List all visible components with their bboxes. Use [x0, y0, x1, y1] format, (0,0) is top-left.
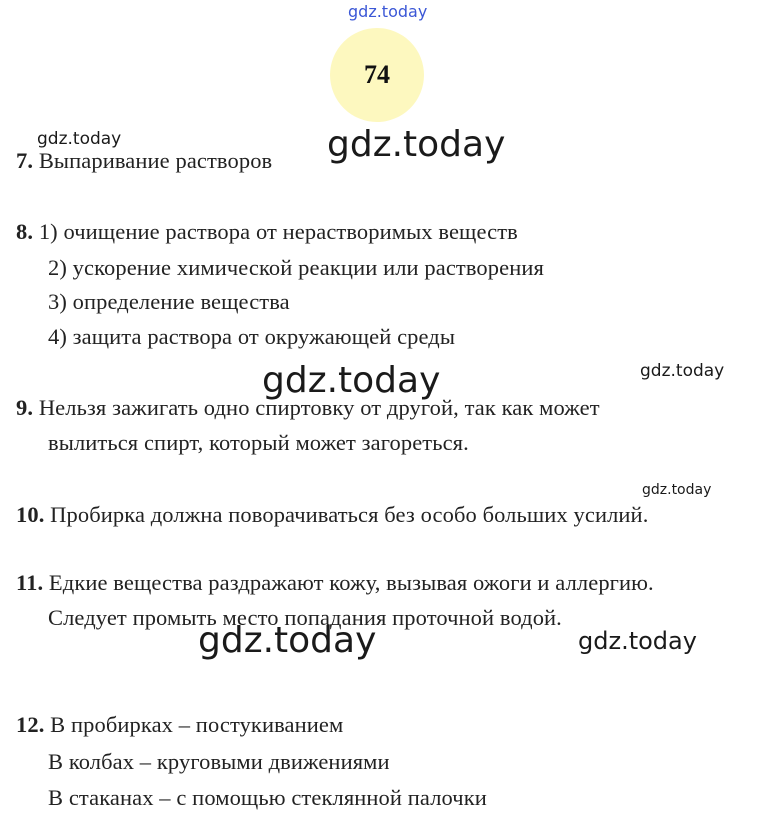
answer-11-line-2: Следует промыть место попадания проточной водой.: [48, 605, 562, 630]
answer-number: 9.: [16, 395, 34, 420]
answer-text: В пробирках – постукиванием: [50, 712, 344, 737]
answer-10: [16, 504, 648, 527]
watermark-large-2: gdz.today: [262, 360, 441, 401]
answer-number: 11.: [16, 570, 44, 595]
answer-12-line-3: В стаканах – с помощью стеклянной палочки: [48, 785, 487, 810]
watermark-medium-1: gdz.today: [578, 627, 697, 655]
watermark-small-1: gdz.today: [37, 129, 122, 149]
answer-text: Пробирка должна поворачиваться без особо больших усилий.: [50, 502, 649, 527]
answer-12-line-2: В колбах – круговыми движениями: [48, 749, 390, 774]
watermark-small-3: gdz.today: [642, 482, 712, 498]
answer-number: 7.: [16, 148, 34, 173]
answer-7: [16, 150, 272, 173]
answer-text: Едкие вещества раздражают кожу, вызывая ожоги и аллергию.: [48, 570, 654, 595]
answer-8-line-3: 3) определение вещества: [48, 289, 290, 314]
answer-9-line-2: вылиться спирт, который может загореться.: [48, 430, 469, 455]
answer-11: [16, 572, 654, 595]
page-number: 74: [364, 60, 390, 89]
answer-8: [16, 221, 518, 244]
watermark-large-1: gdz.today: [327, 124, 506, 165]
watermark-top: gdz.today: [348, 2, 428, 21]
answer-8-line-4: 4) защита раствора от окружающей среды: [48, 324, 456, 349]
answer-number: 8.: [16, 219, 34, 244]
answer-number: 10.: [16, 502, 45, 527]
watermark-large-3: gdz.today: [198, 620, 377, 661]
answer-text: Выпаривание растворов: [38, 148, 273, 173]
answer-number: 12.: [16, 712, 45, 737]
answer-text: Нельзя зажигать одно спиртовку от другой, так как может: [38, 395, 600, 420]
answer-text: 1) очищение раствора от нерастворимых веществ: [38, 219, 518, 244]
answer-8-line-2: 2) ускорение химической реакции или растворения: [48, 255, 544, 280]
answer-12: [16, 714, 343, 737]
watermark-small-2: gdz.today: [640, 361, 725, 381]
